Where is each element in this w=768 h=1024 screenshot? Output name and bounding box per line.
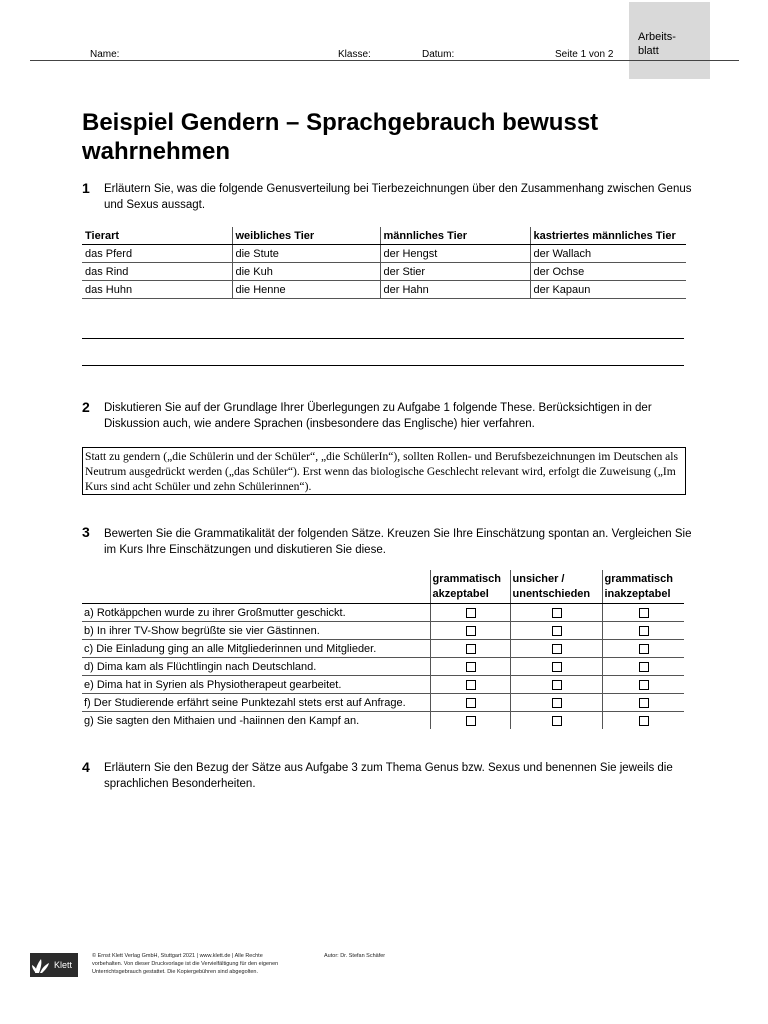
column-header-unsure: unsicher / unentschieden	[510, 570, 602, 604]
class-label: Klasse:	[338, 49, 371, 60]
sentence-cell: f) Der Studierende erfährt seine Punktezahl stets erst auf Anfrage.	[82, 694, 430, 712]
sentence-cell: c) Die Einladung ging an alle Mitgliederinnen und Mitglieder.	[82, 640, 430, 658]
table-row	[82, 263, 686, 281]
table-cell: der Stier	[380, 263, 530, 281]
table-row	[82, 640, 684, 658]
checkbox-unsure[interactable]	[552, 644, 562, 654]
thesis-box: Statt zu gendern („die Schülerin und der Schüler“, „die SchülerIn“), sollten Rollen- und Berufsbezeichnungen im Deutschen als Neutrum ausgedrückt werden („das Schüler“). Erst wenn das biologische Geschlecht relevant wird, erfolgt die Zuweisung („Im Kurs sind acht Schüler und zehn Schülerinnen“).	[82, 447, 686, 495]
task-2-text: Diskutieren Sie auf der Grundlage Ihrer Überlegungen zu Aufgabe 1 folgende These. Berücksichtigen in der Diskussion auch, wie andere Sprachen (insbesondere das Englische) hier verfahren.	[104, 402, 652, 430]
sentence-cell: e) Dima hat in Syrien als Physiotherapeut gearbeitet.	[82, 676, 430, 694]
column-header-unacceptable: grammatisch inakzeptabel	[602, 570, 684, 604]
table-row	[82, 712, 684, 730]
table-row	[82, 281, 686, 299]
table-cell: das Rind	[82, 263, 232, 281]
table-row	[82, 245, 686, 263]
table-header-row	[82, 227, 686, 245]
table-row	[82, 694, 684, 712]
checkbox-unsure[interactable]	[552, 626, 562, 636]
task-4-text: Erläutern Sie den Bezug der Sätze aus Aufgabe 3 zum Thema Genus bzw. Sexus und benennen Sie jeweils die sprachlichen Besonderheiten.	[104, 762, 673, 790]
checkbox-acceptable[interactable]	[466, 608, 476, 618]
task-2-number: 2	[82, 399, 90, 415]
column-header: Tierart	[82, 227, 232, 245]
checkbox-unacceptable[interactable]	[639, 716, 649, 726]
column-header: männliches Tier	[380, 227, 530, 245]
sentence-cell: g) Sie sagten den Mithaien und -haiinnen den Kampf an.	[84, 714, 360, 727]
table-header-row	[82, 570, 684, 604]
copyright-notice: © Ernst Klett Verlag GmbH, Stuttgart 2021 | www.klett.de | Alle Rechte vorbehalten. Von dieser Druckvorlage ist die Vervielfältigung für den eigenen Unterrichtsgebrauch gestattet. Die Kopiergebühren sind abgegolten.	[92, 953, 279, 975]
column-header: weibliches Tier	[232, 227, 380, 245]
answer-line[interactable]	[82, 365, 684, 366]
table-cell: der Ochse	[530, 263, 686, 281]
header-divider	[30, 60, 739, 61]
checkbox-unsure[interactable]	[552, 608, 562, 618]
column-header-acceptable: grammatisch akzeptabel	[430, 570, 510, 604]
answer-line[interactable]	[82, 338, 684, 339]
table-cell: der Kapaun	[530, 281, 686, 299]
page-number: Seite 1 von 2	[555, 49, 614, 60]
author-credit: Autor: Dr. Stefan Schäfer	[324, 953, 386, 959]
worksheet-badge-label: Arbeits- blatt	[638, 31, 676, 57]
animal-terms-table	[82, 227, 686, 299]
column-header: kastriertes männliches Tier	[530, 227, 686, 245]
sentence-cell: a) Rotkäppchen wurde zu ihrer Großmutter geschickt.	[82, 604, 430, 622]
table-cell: das Huhn	[82, 281, 232, 299]
checkbox-acceptable[interactable]	[466, 626, 476, 636]
checkbox-unacceptable[interactable]	[639, 662, 649, 672]
checkbox-acceptable[interactable]	[466, 698, 476, 708]
checkbox-unacceptable[interactable]	[639, 698, 649, 708]
table-cell: der Hengst	[380, 245, 530, 263]
date-label: Datum:	[422, 49, 455, 60]
task-1-text: Erläutern Sie, was die folgende Genusverteilung bei Tierbezeichnungen über den Zusammenhang zwischen Genus und Sexus aussagt.	[104, 183, 692, 211]
sentence-cell: d) Dima kam als Flüchtlingin nach Deutschland.	[82, 658, 430, 676]
table-cell: die Henne	[232, 281, 380, 299]
klett-logo	[30, 953, 78, 977]
table-cell: die Kuh	[232, 263, 380, 281]
name-label: Name:	[90, 49, 120, 60]
checkbox-unsure[interactable]	[552, 698, 562, 708]
task-1-number: 1	[82, 180, 90, 196]
checkbox-unacceptable[interactable]	[639, 644, 649, 654]
task-4-number: 4	[82, 759, 90, 775]
logo-text: Klett	[54, 960, 73, 970]
checkbox-unsure[interactable]	[552, 716, 562, 726]
table-cell: das Pferd	[82, 245, 232, 263]
checkbox-unsure[interactable]	[552, 662, 562, 672]
checkbox-unsure[interactable]	[552, 680, 562, 690]
checkbox-acceptable[interactable]	[466, 662, 476, 672]
table-cell: der Hahn	[380, 281, 530, 299]
table-row	[82, 622, 684, 640]
table-row	[82, 658, 684, 676]
checkbox-unacceptable[interactable]	[639, 608, 649, 618]
sentence-cell: b) In ihrer TV-Show begrüßte sie vier Gästinnen.	[82, 622, 430, 640]
table-cell: die Stute	[232, 245, 380, 263]
page-title: Beispiel Gendern – Sprachgebrauch bewusst wahrnehmen	[82, 109, 599, 165]
table-row	[82, 604, 684, 622]
grammaticality-table	[82, 570, 684, 729]
checkbox-acceptable[interactable]	[466, 644, 476, 654]
table-cell: der Wallach	[530, 245, 686, 263]
task-3-number: 3	[82, 524, 90, 540]
checkbox-acceptable[interactable]	[466, 680, 476, 690]
checkbox-unacceptable[interactable]	[639, 680, 649, 690]
table-row	[82, 676, 684, 694]
checkbox-unacceptable[interactable]	[639, 626, 649, 636]
checkbox-acceptable[interactable]	[466, 716, 476, 726]
task-3-text: Bewerten Sie die Grammatikalität der folgenden Sätze. Kreuzen Sie Ihre Einschätzung spontan an. Vergleichen Sie im Kurs Ihre Einschätzungen und diskutieren Sie diese.	[104, 528, 692, 556]
